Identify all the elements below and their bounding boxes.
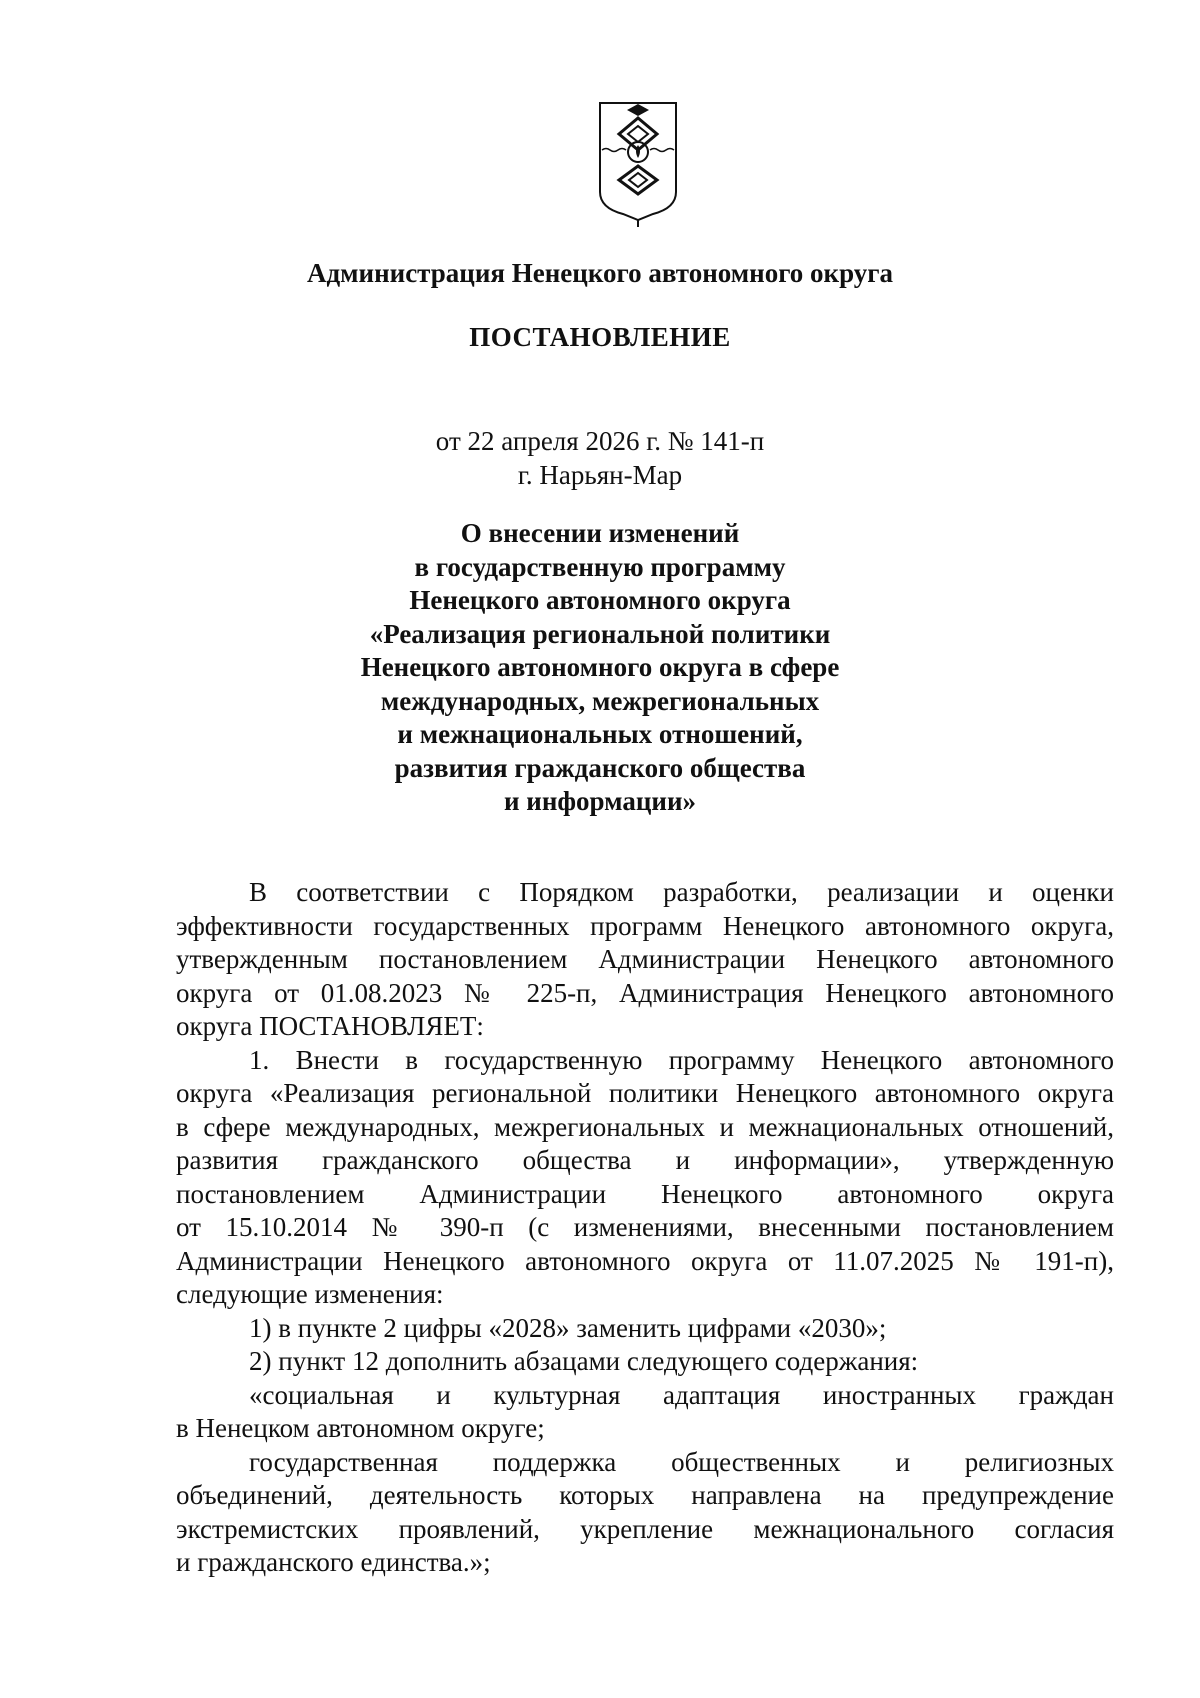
body-line: постановлением Администрации Ненецкого автономного округа (176, 1178, 1114, 1209)
body-line: в Ненецком автономном округе; (176, 1413, 545, 1443)
body-line: и гражданского единства.»; (176, 1547, 491, 1577)
date-and-place (0, 424, 1200, 492)
body-line: утвержденным постановлением Администрации Ненецкого автономного (176, 944, 1114, 974)
body-line: эффективности государственных программ Ненецкого автономного округа, (176, 910, 1114, 941)
title-line: международных, межрегиональных (380, 685, 820, 716)
title-line: развития гражданского общества (394, 752, 806, 783)
body-line: 1) в пункте 2 цифры «2028» заменить цифрами «2030»; (249, 1312, 887, 1343)
body-line: 1. Внести в государственную программу Ненецкого автономного (249, 1044, 1114, 1075)
city: г. Нарьян-Мар (517, 460, 683, 490)
body-line: от 15.10.2014 № 390-п (с изменениями, внесенными постановлением (176, 1212, 1114, 1242)
body-line: 2) пункт 12 дополнить абзацами следующего содержания: (249, 1346, 919, 1376)
document-type: ПОСТАНОВЛЕНИЕ (469, 322, 731, 352)
document-body (176, 876, 1114, 1580)
body-line: следующие изменения: (176, 1279, 444, 1309)
body-line: округа от 01.08.2023 № 225-п, Администрация Ненецкого автономного (176, 977, 1114, 1008)
body-line: округа ПОСТАНОВЛЯЕТ: (176, 1011, 484, 1041)
title-line: О внесении изменений (460, 518, 740, 548)
body-line: в сфере международных, межрегиональных и межнациональных отношений, (176, 1111, 1114, 1142)
title-line: в государственную программу (414, 551, 786, 582)
coat-of-arms-emblem (597, 100, 679, 228)
body-line: государственная поддержка общественных и религиозных (249, 1446, 1114, 1477)
title-line: Ненецкого автономного округа (409, 585, 791, 615)
body-line: экстремистских проявлений, укрепление межнационального согласия (176, 1513, 1114, 1544)
title-line: и информации» (503, 786, 697, 816)
body-line: объединений, деятельность которых направлена на предупреждение (176, 1480, 1114, 1510)
body-line: развития гражданского общества и информации», утвержденную (176, 1145, 1114, 1175)
title-line: Ненецкого автономного округа в сфере (360, 652, 840, 682)
title-line: и межнациональных отношений, (397, 719, 803, 749)
body-line: округа «Реализация региональной политики Ненецкого автономного округа (176, 1078, 1114, 1108)
document-title (0, 517, 1200, 819)
body-line: Администрации Ненецкого автономного округа от 11.07.2025 № 191-п), (176, 1245, 1114, 1276)
organization-name: Администрация Ненецкого автономного округа (306, 258, 894, 288)
date-number: от 22 апреля 2026 г. № 141-п (435, 426, 765, 456)
body-line: «социальная и культурная адаптация иностранных граждан (249, 1379, 1114, 1410)
body-line: В соответствии с Порядком разработки, реализации и оценки (249, 877, 1114, 907)
title-line: «Реализация региональной политики (369, 618, 831, 649)
